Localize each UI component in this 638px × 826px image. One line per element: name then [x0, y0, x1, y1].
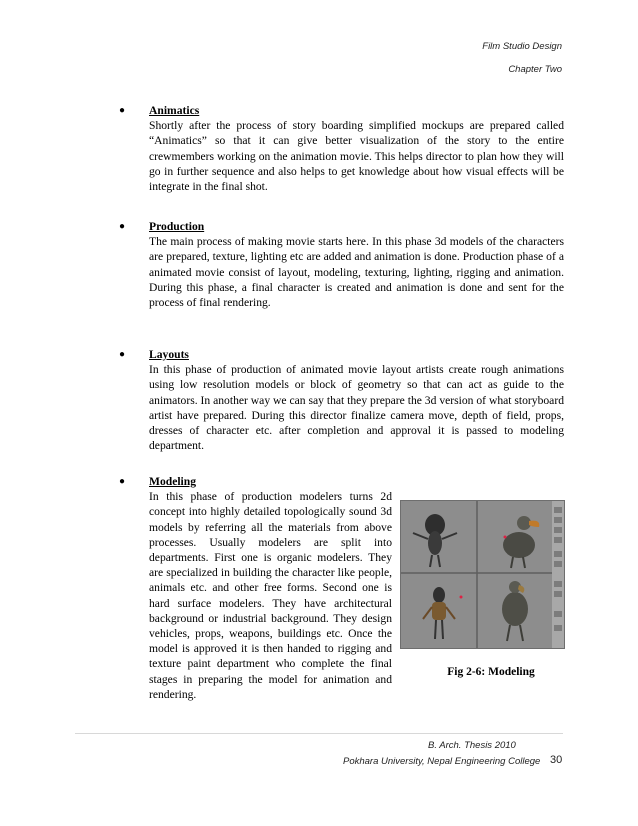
section-production [119, 219, 564, 310]
bullet-icon: ● [119, 105, 126, 116]
section-title: Animatics [149, 104, 200, 117]
section-modeling [119, 474, 392, 702]
bullet-icon: ● [119, 476, 126, 487]
section-title: Modeling [149, 475, 197, 488]
running-header-title: Film Studio Design [482, 41, 562, 52]
section-title: Production [149, 220, 205, 233]
running-header-chapter: Chapter Two [508, 64, 562, 75]
section-layouts [119, 347, 564, 453]
section-body: Shortly after the process of story boarding simplified mockups are prepared called “Animatics” so that it can give better visualization of the story to the entire crewmembers working on the animation movie. This helps director to plan how they will go in further sequence and also helps to get knowledge about how visual effects will be integrate in the final shot. [149, 119, 564, 194]
footer-institution: Pokhara University, Nepal Engineering College [343, 756, 541, 767]
bullet-icon: ● [119, 221, 126, 232]
footer-thesis: B. Arch. Thesis 2010 [428, 740, 516, 751]
section-body: In this phase of production modelers turns 2d concept into highly detailed topologically sound 3d models by referring all the materials from above processes. Usually modelers are split into departments. First one is organic modelers. They are specialized in building the character like people, animals etc. and other free forms. Second one is hard surface modelers. They have architectural background or industrial background. They design vehicles, props, weapons, buildings etc. Once the model is approved it is then handed to rigging and texture paint department who complete the final stages in preparing the model for animation and rendering. [149, 490, 392, 701]
footer-divider [75, 733, 563, 734]
page-number: 30 [550, 754, 563, 766]
section-body: The main process of making movie starts here. In this phase 3d models of the characters are prepared, texture, lighting etc are added and animation is done. Production phase of a animated movie consist of layout, modeling, texturing, lighting, rigging and animation. During this phase, a final character is created and animation is done and sent for the process of final rendering. [149, 235, 564, 310]
modeling-figure-image [400, 500, 565, 649]
section-title: Layouts [149, 348, 189, 361]
bullet-icon: ● [119, 349, 126, 360]
section-animatics [119, 103, 564, 194]
modeling-viewport-illustration [401, 501, 564, 648]
section-body: In this phase of production of animated movie layout artists create rough animations using low resolution models or block of geometry so that can act as guide to the animators. In another way we can say that they prepare the 3d version of what storyboard artist have prepared. During this director finalize camera move, depth of field, props, dresses of character etc. after completion and approval it is passed to modeling department. [149, 363, 564, 453]
figure-caption: Fig 2-6: Modeling [447, 666, 535, 678]
